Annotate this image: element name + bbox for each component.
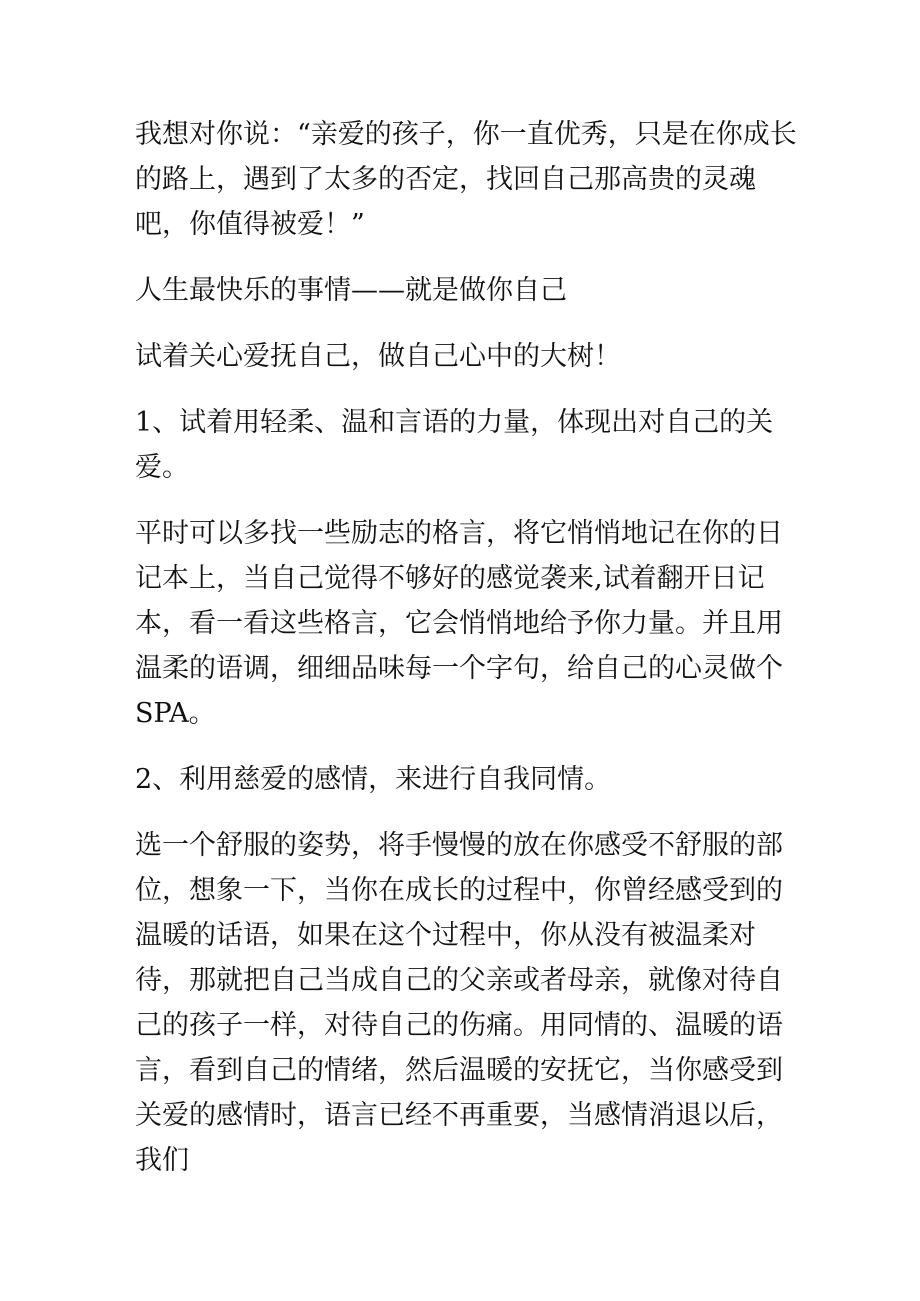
paragraph-2: 人生最快乐的事情——就是做你自己	[135, 275, 567, 306]
paragraph-5: 平时可以多找一些励志的格言，将它悄悄地记在你的日记本上，当自己觉得不够好的感觉袭来,试着翻开日记本，看一看这些格言，它会悄悄地给予你力量。并且用温柔的语调，细细品味每一个字句，给自己的心灵做个SPA。	[135, 518, 783, 729]
document-body	[135, 112, 800, 1204]
paragraph-6: 2、利用慈爱的感情，来进行自我同情。	[135, 764, 612, 795]
paragraph-1: 我想对你说：“亲爱的孩子，你一直优秀，只是在你成长的路上，遇到了太多的否定，找回自己那高贵的灵魂吧，你值得被爱！”	[135, 119, 797, 240]
paragraph-4: 1、试着用轻柔、温和言语的力量，体现出对自己的关爱。	[135, 407, 774, 483]
paragraph-3: 试着关心爱抚自己，做自己心中的大树！	[135, 341, 621, 372]
paragraph-7: 选一个舒服的姿势，将手慢慢的放在你感受不舒服的部位，想象一下，当你在成长的过程中，你曾经感受到的温暖的话语，如果在这个过程中，你从没有被温柔对待，那就把自己当成自己的父亲或者母亲，就像对待自己的孩子一样，对待自己的伤痛。用同情的、温暖的语言，看到自己的情绪，然后温暖的安抚它，当你感受到关爱的感情时，语言已经不再重要，当感情消退以后，我们	[135, 830, 783, 1176]
